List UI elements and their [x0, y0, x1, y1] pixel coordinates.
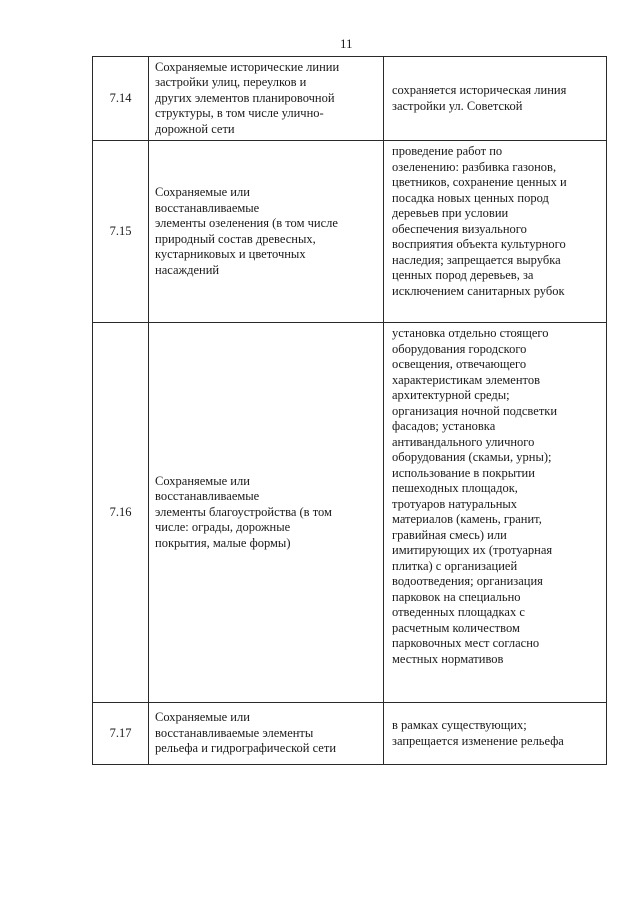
- requirements-text: сохраняется историческая линия застройки ул. Советской: [384, 57, 607, 141]
- regulations-table: [92, 56, 607, 765]
- row-number: 7.14: [93, 57, 149, 141]
- element-name: Сохраняемые или восстанавливаемые элементы озеленения (в том числе природный состав древесных, кустарниковых и цветочных насаждений: [149, 141, 384, 323]
- page-number: 11: [340, 36, 353, 51]
- row-number: 7.16: [93, 323, 149, 703]
- table-row: [93, 323, 607, 703]
- row-number: 7.17: [93, 703, 149, 765]
- table-row: [93, 703, 607, 765]
- requirements-text: в рамках существующих; запрещается изменение рельефа: [384, 703, 607, 765]
- element-name: Сохраняемые или восстанавливаемые элементы благоустройства (в том числе: ограды, дорожные покрытия, малые формы): [149, 323, 384, 703]
- element-name: Сохраняемые исторические линии застройки улиц, переулков и других элементов планировочной структуры, в том числе улично- дорожной сети: [149, 57, 384, 141]
- row-number: 7.15: [93, 141, 149, 323]
- requirements-text: проведение работ по озеленению: разбивка газонов, цветников, сохранение ценных и посадка новых ценных пород деревьев при условии обеспечения визуального восприятия объекта культурного наследия; запрещается вырубка ценных пород деревьев, за исключением санитарных рубок: [384, 141, 607, 323]
- table-row: [93, 57, 607, 141]
- requirements-text: установка отдельно стоящего оборудования городского освещения, отвечающего характеристикам элементов архитектурной среды; организация ночной подсветки фасадов; установка антивандального уличного оборудования (скамьи, урны); использование в покрытии пешеходных площадок, тротуаров натуральных материалов (камень, гранит, гравийная смесь) или имитирующих их (тротуарная плитка) с организацией водоотведения; организация парковок на специально отведенных площадках с расчетным количеством парковочных мест согласно местных нормативов: [384, 323, 607, 703]
- element-name: Сохраняемые или восстанавливаемые элементы рельефа и гидрографической сети: [149, 703, 384, 765]
- table-row: [93, 141, 607, 323]
